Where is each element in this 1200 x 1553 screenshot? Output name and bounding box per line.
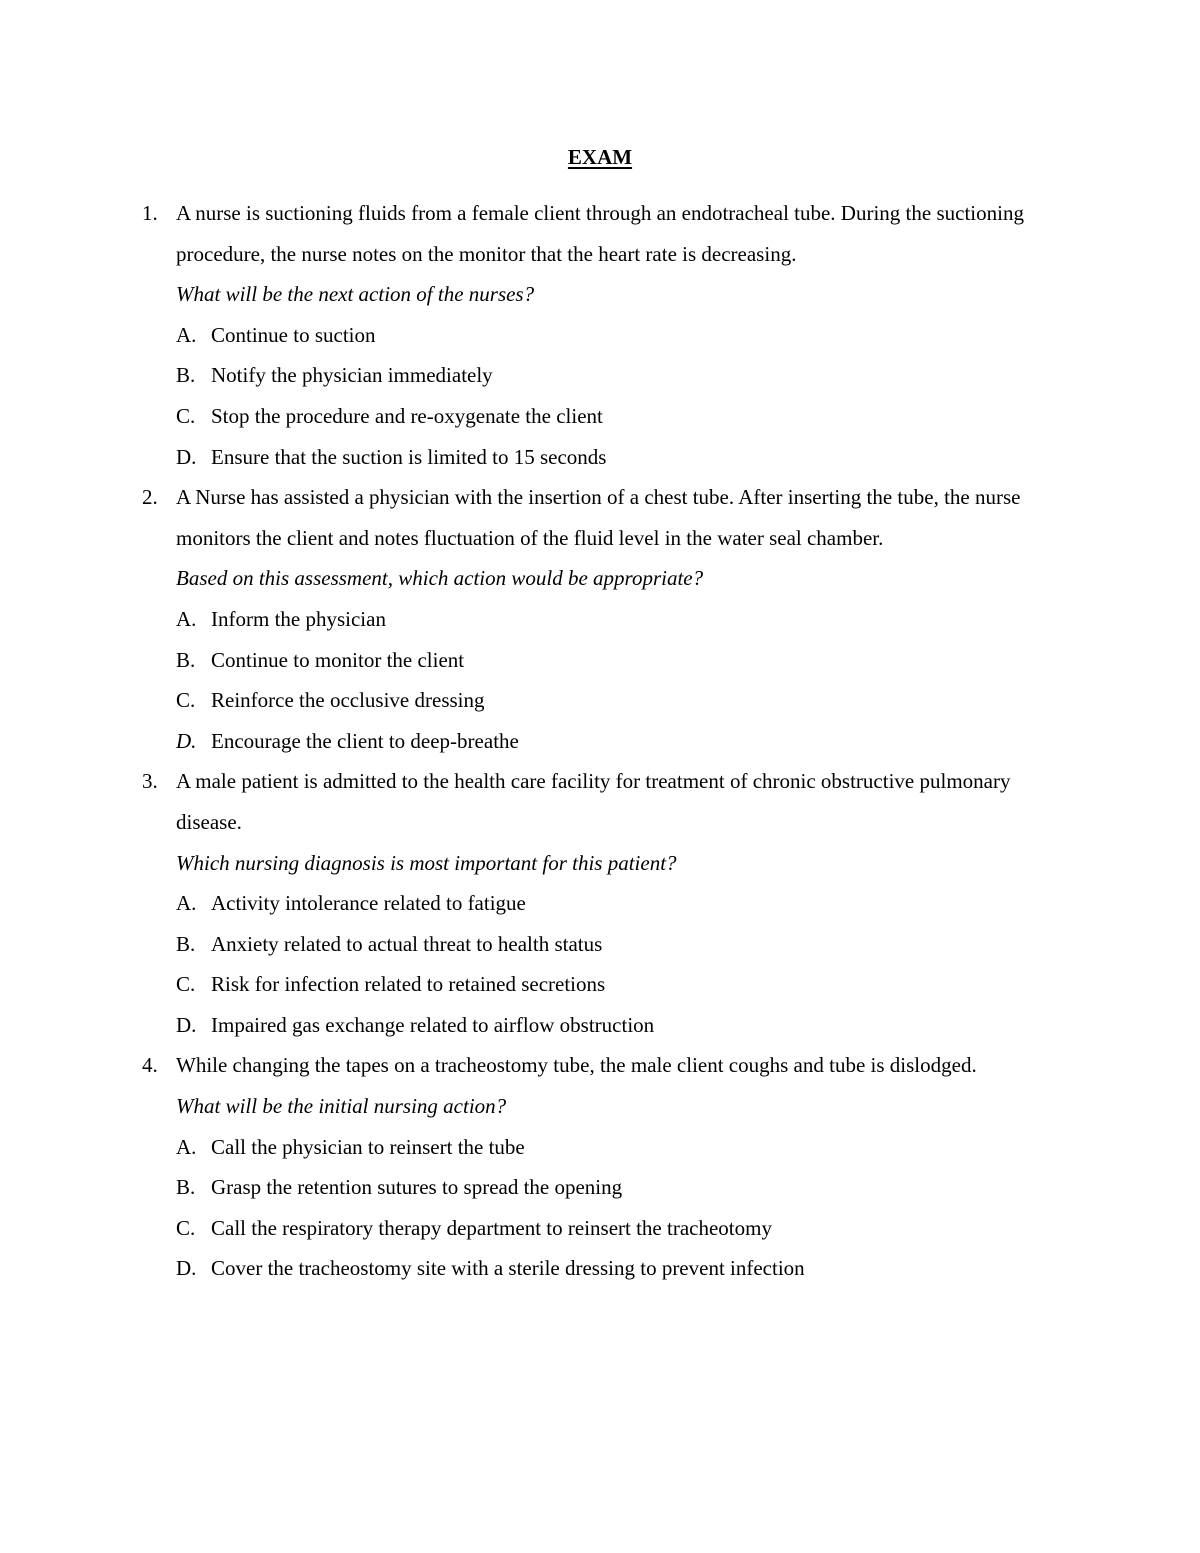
option-letter: A. [176,322,197,347]
option-text: Ensure that the suction is limited to 15 seconds [211,444,607,469]
option-letter: C. [176,688,196,713]
option-text: Continue to monitor the client [211,647,465,672]
option-d [176,1248,1046,1289]
question-2 [0,477,1200,761]
question-3 [0,761,1200,1045]
option-text: Risk for infection related to retained secretions [211,972,606,997]
question-1 [0,193,1200,477]
question-stem: A Nurse has assisted a physician with the insertion of a chest tube. After inserting the tube, the nurse monitors the client and notes fluctuation of the fluid level in the water seal chamber. [176,485,1021,550]
option-text: Activity intolerance related to fatigue [211,891,526,916]
question-body [176,193,1046,477]
option-text: Continue to suction [211,322,376,347]
option-letter: A. [176,606,197,631]
question-stem: A nurse is suctioning fluids from a female client through an endotracheal tube. During the suctioning procedure, the nurse notes on the monitor that the heart rate is decreasing. [176,201,1024,266]
option-a [176,1127,1046,1168]
option-letter: B. [176,363,196,388]
question-4 [0,1045,1200,1289]
option-letter: D. [176,444,197,469]
option-text: Cover the tracheostomy site with a sterile dressing to prevent infection [211,1256,805,1281]
option-text: Inform the physician [211,606,386,631]
option-c [176,396,1046,437]
option-a [176,315,1046,356]
option-letter: A. [176,891,197,916]
option-list [176,315,1046,477]
option-text: Grasp the retention sutures to spread the opening [211,1175,623,1200]
question-stem: While changing the tapes on a tracheostomy tube, the male client coughs and tube is dislodged. [176,1053,977,1078]
option-text: Notify the physician immediately [211,363,493,388]
option-letter: B. [176,931,196,956]
option-b [176,355,1046,396]
question-number: 1. [142,201,158,225]
question-body [176,761,1046,1045]
option-letter: D. [176,1012,197,1037]
option-list [176,599,1046,761]
option-text: Impaired gas exchange related to airflow obstruction [211,1012,655,1037]
option-a [176,883,1046,924]
question-number: 2. [142,485,158,510]
option-list [176,1127,1046,1289]
option-letter: C. [176,972,196,997]
option-d [176,721,1046,762]
question-prompt: What will be the next action of the nurses? [176,282,535,307]
question-number: 4. [142,1053,158,1078]
option-letter: B. [176,647,196,672]
option-a [176,599,1046,640]
option-c [176,1208,1046,1249]
option-text: Encourage the client to deep-breathe [211,728,519,753]
option-text: Reinforce the occlusive dressing [211,688,485,713]
question-prompt: Which nursing diagnosis is most important for this patient? [176,850,677,875]
option-text: Call the respiratory therapy department to reinsert the tracheotomy [211,1215,772,1240]
option-c [176,680,1046,721]
option-c [176,964,1046,1005]
option-letter: B. [176,1175,196,1200]
option-b [176,1167,1046,1208]
option-letter: C. [176,1215,196,1240]
question-stem: A male patient is admitted to the health care facility for treatment of chronic obstructive pulmonary disease. [176,769,1011,834]
option-b [176,924,1046,965]
question-body [176,1045,1046,1289]
question-list [0,193,1200,1289]
option-d [176,1005,1046,1046]
question-number: 3. [142,769,158,794]
option-letter: D. [176,1256,197,1281]
question-body [176,477,1046,761]
question-prompt: What will be the initial nursing action? [176,1094,507,1119]
question-prompt: Based on this assessment, which action would be appropriate? [176,566,704,591]
option-letter: C. [176,403,196,428]
option-text: Call the physician to reinsert the tube [211,1134,525,1159]
option-text: Anxiety related to actual threat to health status [211,931,603,956]
option-letter: A. [176,1134,197,1159]
option-b [176,640,1046,681]
page-title: EXAM [567,145,633,169]
option-text: Stop the procedure and re-oxygenate the client [211,403,603,428]
option-list [176,883,1046,1045]
option-d [176,437,1046,478]
option-letter: D. [176,728,197,753]
